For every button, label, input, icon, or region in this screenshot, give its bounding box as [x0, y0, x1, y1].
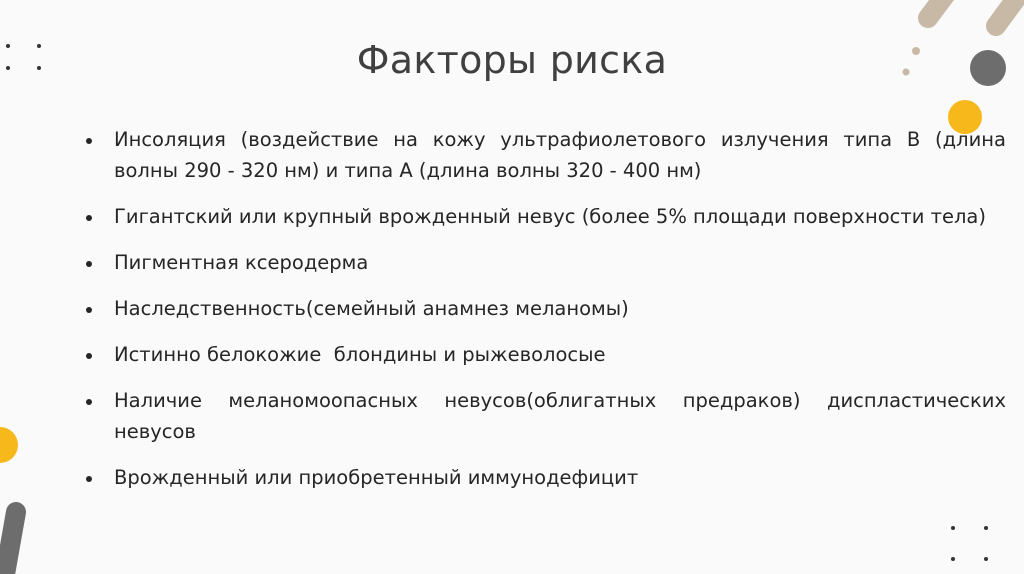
risk-factor-list	[86, 124, 1006, 508]
decorative-shapes-left	[0, 420, 40, 574]
list-item-text: Пигментная ксеродерма	[114, 251, 369, 274]
list-item-text: Гигантский или крупный врожденный невус (более 5% площади поверхности тела)	[114, 205, 986, 228]
list-item	[86, 385, 1006, 447]
bullet-icon	[86, 261, 92, 267]
bullet-icon	[86, 138, 92, 144]
list-item	[86, 247, 1006, 278]
slide-title: Факторы риска	[356, 38, 668, 82]
list-item-text: Врожденный или приобретенный иммунодефицит	[114, 466, 639, 489]
bullet-icon	[86, 307, 92, 313]
bullet-icon	[86, 476, 92, 482]
list-item	[86, 339, 1006, 370]
list-item	[86, 462, 1006, 493]
list-item-text: Наследственность(семейный анамнез меланомы)	[114, 297, 629, 320]
list-item	[86, 124, 1006, 186]
bullet-icon	[86, 215, 92, 221]
list-item-text: Инсоляция (воздействие на кожу ультрафиолетового излучения типа В (длина волны 290 - 320 нм) и типа А (длина волны 320 - 400 нм)	[114, 128, 1006, 182]
list-item	[86, 293, 1006, 324]
list-item-text: Наличие меланомоопасных невусов(облигатных предраков) диспластических невусов	[114, 389, 1006, 443]
bullet-icon	[86, 353, 92, 359]
bullet-icon	[86, 399, 92, 405]
list-item	[86, 201, 1006, 232]
list-item-text: Истинно белокожие блондины и рыжеволосые	[114, 343, 606, 366]
